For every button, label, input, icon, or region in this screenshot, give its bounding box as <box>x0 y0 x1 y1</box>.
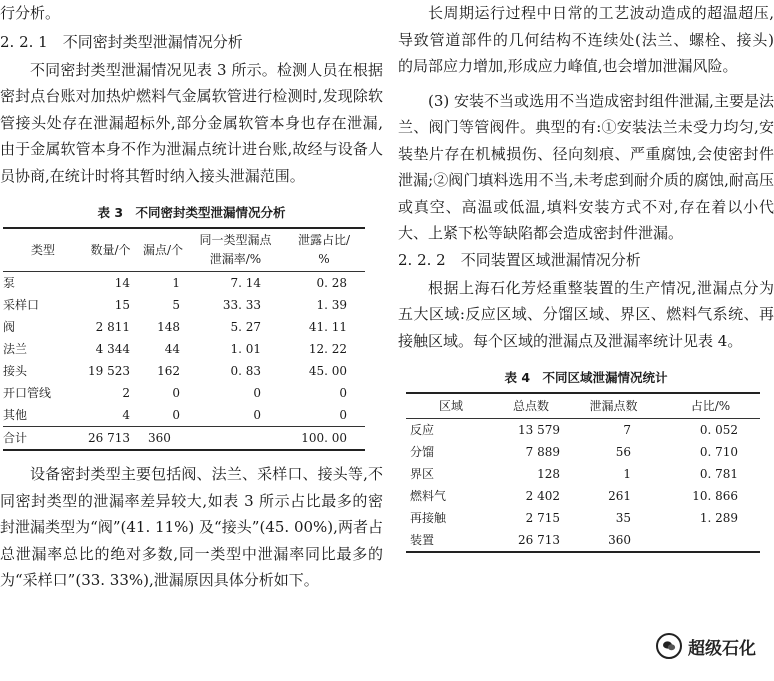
table4-cell-area: 界区 <box>410 467 435 481</box>
table3-header-type: 类型 <box>3 228 83 272</box>
table3-total-leaks: 360 <box>138 427 188 451</box>
table3-cell-share: 0 <box>339 386 347 400</box>
table3-total-share: 100. 00 <box>283 427 365 451</box>
table4-cell-leaks: 261 <box>608 489 631 503</box>
table4-cell-area: 装置 <box>410 533 435 547</box>
table3-cell-rate: 0 <box>253 386 261 400</box>
table3-cell-type: 阀 <box>3 320 16 334</box>
table4-cell-leaks: 360 <box>608 533 631 547</box>
table4-cell-total: 7 889 <box>525 445 560 459</box>
table3-cell-rate: 7. 14 <box>230 276 261 290</box>
wechat-bubble-icon <box>656 633 682 659</box>
table3-cell-leaks: 5 <box>172 298 180 312</box>
table3-cell-rate: 0. 83 <box>230 364 261 378</box>
table4-cell-total: 2 402 <box>525 489 560 503</box>
table3-total-rate <box>188 427 283 451</box>
table4-cell-share: 10. 866 <box>692 489 738 503</box>
table3-cell-count: 14 <box>114 276 130 290</box>
table4 <box>406 392 760 553</box>
table4-cell-share: 1. 289 <box>699 511 738 525</box>
table3-cell-type: 其他 <box>3 408 28 422</box>
table4-cell-leaks: 35 <box>615 511 631 525</box>
table3-cell-share: 12. 22 <box>308 342 347 356</box>
table3-header-rate: 同一类型漏点 泄漏率/% <box>188 228 283 272</box>
table3-cell-type: 接头 <box>3 364 28 378</box>
paragraph-seal-types: 不同密封类型泄漏情况见表 3 所示。检测人员在根据密封点台账对加热炉燃料气金属软管进行检测时,发现除软管接头处存在泄漏超标外,部分金属软管本身也存在泄漏,由于金属软管本身不作为泄漏点统计进台账,故经与设备人员协商,在统计时将其暂时纳入接头泄漏范围。 <box>0 60 383 185</box>
table3-cell-count: 4 <box>122 408 130 422</box>
paragraph-areas: 根据上海石化芳烃重整装置的生产情况,泄漏点分为五大区域:反应区域、分馏区域、界区、燃料气系统、再接触区域。每个区域的泄漏点及泄漏率统计见表 4。 <box>398 278 774 350</box>
table3-cell-share: 41. 11 <box>308 320 347 334</box>
table4-row <box>406 485 760 507</box>
table3-total-type: 合计 <box>3 427 83 451</box>
paragraph-seal-analysis: 设备密封类型主要包括阀、法兰、采样口、接头等,不同密封类型的泄漏率差异较大,如表 3 所示占比最多的密封泄漏类型为“阀”(41. 11%) 及“接头”(45. 00%),两者占总泄漏率总比的绝对多数,同一类型中泄漏率同比最多的为“采样口”(33. 33%),泄漏原因具体分析如下。 <box>0 465 383 589</box>
table3-cell-leaks: 1 <box>172 276 180 290</box>
table3-caption: 表 3 不同密封类型泄漏情况分析 <box>97 205 286 220</box>
table3-row <box>3 338 365 360</box>
table3-cell-count: 2 811 <box>95 320 130 334</box>
table4-cell-total: 128 <box>537 467 560 481</box>
table3-total-count: 26 713 <box>83 427 138 451</box>
table4-cell-area: 反应 <box>410 423 435 437</box>
table4-cell-leaks: 56 <box>615 445 631 459</box>
table4-cell-total: 26 713 <box>518 533 560 547</box>
table3-row <box>3 316 365 338</box>
table3-row <box>3 294 365 316</box>
watermark-text: 超级石化 <box>688 638 756 659</box>
table3-cell-rate: 5. 27 <box>230 320 261 334</box>
continued-text: 行分析。 <box>0 4 61 22</box>
table3-cell-count: 19 523 <box>88 364 130 378</box>
table3-cell-share: 0. 28 <box>316 276 347 290</box>
table3-cell-count: 2 <box>122 386 130 400</box>
table4-row <box>406 419 760 442</box>
table3-cell-type: 开口管线 <box>3 386 52 400</box>
table3-cell-leaks: 0 <box>172 386 180 400</box>
watermark <box>652 633 760 659</box>
table4-cell-area: 燃料气 <box>410 489 447 503</box>
table4-cell-share <box>661 529 760 552</box>
table3-cell-leaks: 162 <box>157 364 180 378</box>
table3-cell-count: 4 344 <box>95 342 130 356</box>
table3 <box>3 227 365 451</box>
table4-header-leaks: 泄漏点数 <box>566 393 661 419</box>
table3-cell-leaks: 148 <box>157 320 180 334</box>
table3-header-count: 数量/个 <box>83 228 138 272</box>
table3-cell-rate: 1. 01 <box>230 342 261 356</box>
section-heading-2-2-2: 2. 2. 2 不同装置区域泄漏情况分析 <box>398 250 641 269</box>
table4-caption: 表 4 不同区域泄漏情况统计 <box>504 370 668 385</box>
table3-header-leaks: 漏点/个 <box>138 228 188 272</box>
table4-row <box>406 529 760 552</box>
section-heading-2-2-1: 2. 2. 1 不同密封类型泄漏情况分析 <box>0 32 243 51</box>
table4-header-share: 占比/% <box>661 393 760 419</box>
table3-cell-share: 1. 39 <box>316 298 347 312</box>
table4-row <box>406 507 760 529</box>
table3-cell-count: 15 <box>114 298 130 312</box>
right-column <box>398 0 774 553</box>
table4-cell-total: 13 579 <box>518 423 560 437</box>
table3-total-row <box>3 427 365 451</box>
table3-row <box>3 360 365 382</box>
paragraph-overtemp: 长周期运行过程中日常的工艺波动造成的超温超压,导致管道部件的几何结构不连续处(法兰、螺栓、接头) 的局部应力增加,形成应力峰值,也会增加泄漏风险。 <box>398 4 774 75</box>
table4-cell-share: 0. 710 <box>699 445 738 459</box>
table3-cell-leaks: 0 <box>172 408 180 422</box>
table4-header-total: 总点数 <box>496 393 566 419</box>
table4-cell-leaks: 1 <box>623 467 631 481</box>
table3-row <box>3 272 365 295</box>
table3-row <box>3 404 365 427</box>
table4-header-row <box>406 393 760 419</box>
table3-header-share: 泄露占比/ % <box>283 228 365 272</box>
table4-cell-total: 2 715 <box>525 511 560 525</box>
table3-cell-share: 45. 00 <box>308 364 347 378</box>
table4-header-area: 区域 <box>406 393 496 419</box>
table3-cell-rate: 33. 33 <box>222 298 261 312</box>
table4-row <box>406 463 760 485</box>
table4-row <box>406 441 760 463</box>
paragraph-installation: (3) 安装不当或选用不当造成密封组件泄漏,主要是法兰、阀门等管阀件。典型的有:①安装法兰未受力均匀,安装垫片存在机械损伤、径向刻痕、严重腐蚀,会使密封件泄漏;②阀门填料选用不当,未考虑到耐介质的腐蚀,耐高压或真空、高温或低温,填料安装方式不对,存在着以小代大、上紧下松等缺陷都会造成密封件泄漏。 <box>398 91 774 242</box>
table3-cell-share: 0 <box>339 408 347 422</box>
table3-cell-type: 泵 <box>3 276 16 290</box>
table4-cell-leaks: 7 <box>623 423 631 437</box>
left-column <box>0 0 383 594</box>
table3-cell-type: 采样口 <box>3 298 40 312</box>
table3-cell-leaks: 44 <box>164 342 180 356</box>
table4-cell-share: 0. 052 <box>699 423 738 437</box>
table4-cell-area: 分馏 <box>410 445 435 459</box>
table3-cell-type: 法兰 <box>3 342 28 356</box>
table3-cell-rate: 0 <box>253 408 261 422</box>
table3-header-row <box>3 228 365 272</box>
table4-cell-share: 0. 781 <box>699 467 738 481</box>
table4-cell-area: 再接触 <box>410 511 447 525</box>
table3-row <box>3 382 365 404</box>
